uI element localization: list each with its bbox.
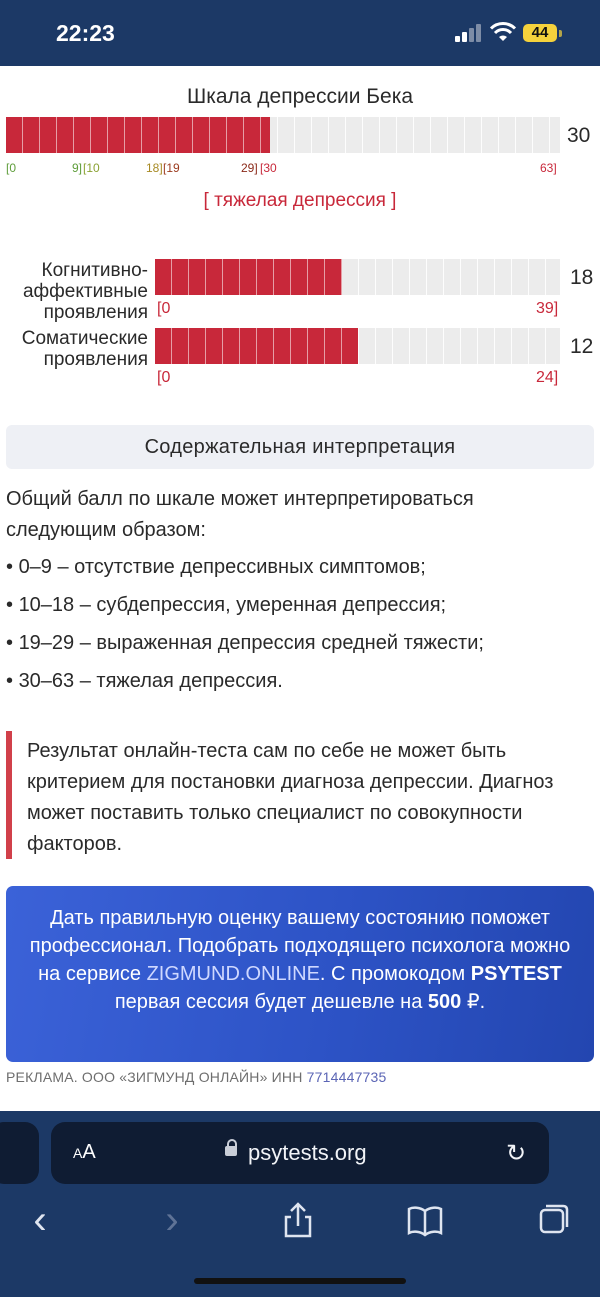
interpretation-intro: Общий балл по шкале может интерпретироваться следующим образом: [6, 488, 474, 541]
address-bar[interactable] [51, 1122, 549, 1184]
back-button[interactable]: ‹ [33, 1198, 47, 1242]
cognitive-scale-fill [155, 259, 342, 295]
tick-label: 29] [241, 161, 258, 175]
list-item: • 19–29 – выраженная депрессия средней тяжести; [6, 632, 484, 654]
ad-disclosure: РЕКЛАМА. ООО «ЗИГМУНД ОНЛАЙН» ИНН 7714447735 [6, 1069, 387, 1085]
beck-scale-bar [6, 117, 560, 153]
home-indicator [194, 1278, 406, 1284]
promo-code: PSYTEST [470, 963, 562, 985]
previous-tab[interactable] [0, 1122, 39, 1184]
tick-label: 18] [146, 161, 163, 175]
battery-icon: 44 [523, 24, 557, 42]
range-max: 24] [536, 369, 559, 386]
tick-label: [30 [260, 161, 277, 175]
scale-title: Шкала депрессии Бека [186, 85, 414, 108]
url-domain: psytests.org [248, 1140, 367, 1165]
somatic-scale-bar [155, 328, 560, 364]
tabs-icon[interactable] [530, 1198, 574, 1242]
tick-label: [10 [83, 161, 100, 175]
inn-link[interactable]: 7714447735 [306, 1069, 387, 1085]
list-item: • 10–18 – субдепрессия, умеренная депрессия; [6, 594, 447, 616]
zigmund-link[interactable]: ZIGMUND.ONLINE [146, 963, 320, 985]
tick-label: 9] [72, 161, 83, 175]
bookmarks-icon[interactable] [403, 1198, 447, 1242]
somatic-score: 12 [570, 335, 594, 358]
reload-icon[interactable]: ↻ [506, 1140, 527, 1167]
status-time: 22:23 [56, 20, 115, 46]
beck-scale-fill [6, 117, 270, 153]
subscale-label-somatic: Соматические проявления [21, 328, 148, 370]
status-bar [0, 0, 600, 66]
wifi-icon [490, 22, 516, 42]
tick-label: 63] [540, 161, 557, 175]
promo-banner[interactable]: Дать правильную оценку вашему состоянию поможет профессионал. Подобрать подходящего психолога можно на сервисе ZIGMUND.ONLINE. С промокодом PSYTEST первая сессия будет дешевле на 500 ₽. [6, 886, 594, 1062]
interpretation-heading: Содержательная интерпретация [6, 425, 594, 469]
list-item: • 30–63 – тяжелая депрессия. [6, 670, 283, 692]
range-min: [0 [157, 369, 171, 386]
lock-icon [225, 1146, 237, 1156]
forward-button[interactable]: › [165, 1198, 179, 1242]
cognitive-score: 18 [570, 266, 594, 289]
battery-cap [559, 30, 562, 37]
promo-amount: 500 [427, 991, 462, 1013]
cognitive-scale-bar [155, 259, 560, 295]
share-icon[interactable] [276, 1198, 320, 1242]
subscale-label-cognitive: Когнитивно- аффективные проявления [22, 260, 148, 323]
disclaimer-text: Результат онлайн-теста сам по себе не может быть критерием для постановки диагноза депрессии. Диагноз может поставить только специалист по совокупности факторов. [27, 740, 554, 855]
cellular-signal-icon [455, 24, 483, 42]
tick-label: [19 [163, 161, 180, 175]
range-min: [0 [157, 300, 171, 317]
beck-score: 30 [567, 124, 591, 147]
reader-settings-button[interactable]: AA [73, 1141, 96, 1163]
severity-verdict: [ тяжелая депрессия ] [203, 190, 397, 211]
somatic-scale-fill [155, 328, 358, 364]
range-max: 39] [536, 300, 559, 317]
tick-label: [0 [6, 161, 17, 175]
list-item: • 0–9 – отсутствие депрессивных симптомов; [6, 556, 426, 578]
